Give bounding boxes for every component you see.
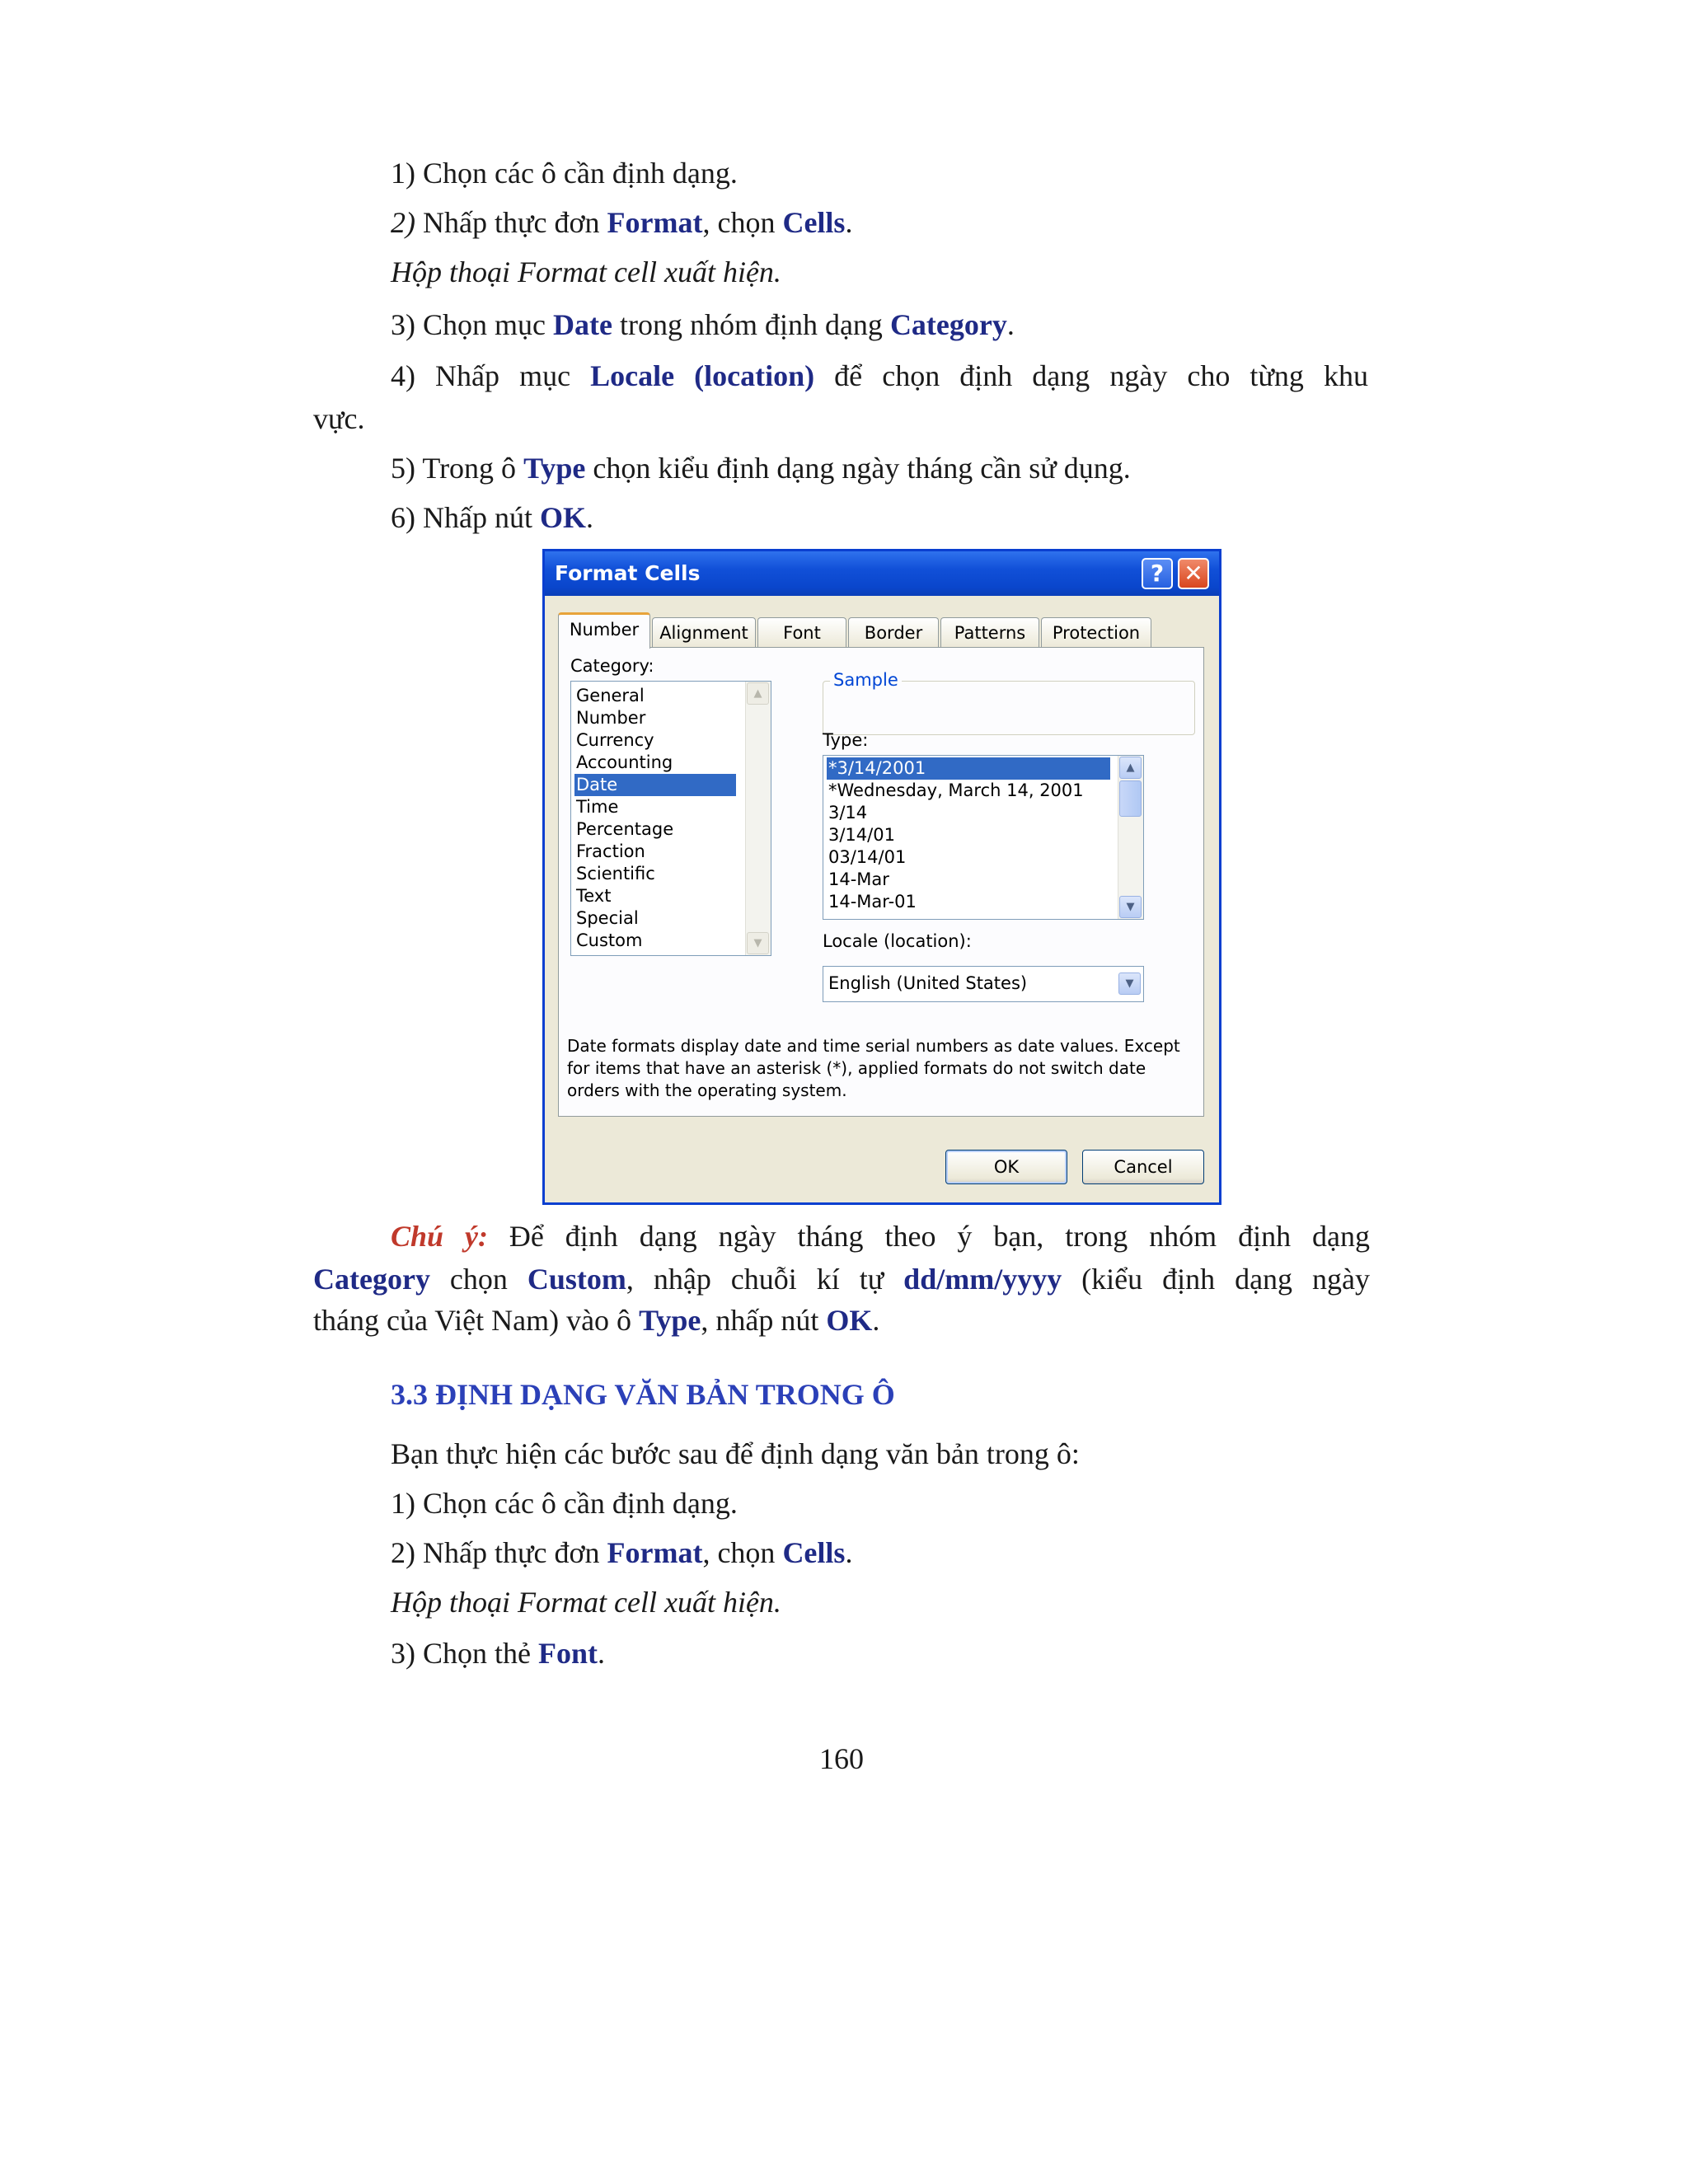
number-tab-panel <box>558 647 1204 1117</box>
category-item[interactable]: Special <box>576 908 639 928</box>
dialog-title: Format Cells <box>555 561 701 585</box>
step-3-b: 3) Chọn thẻ Font. <box>391 1637 605 1670</box>
locale-label: Locale (location): <box>823 931 972 951</box>
category-item[interactable]: Text <box>576 886 612 906</box>
category-item[interactable]: Percentage <box>576 819 674 839</box>
category-item[interactable]: Accounting <box>576 752 673 772</box>
locale-dropdown[interactable] <box>823 966 1144 1002</box>
category-label: Category: <box>570 656 654 676</box>
step-1: 1) Chọn các ô cần định dạng. <box>391 157 738 190</box>
type-item[interactable]: *Wednesday, March 14, 2001 <box>828 780 1084 800</box>
type-label: Type: <box>823 730 869 750</box>
dialog-note: Hộp thoại Format cell xuất hiện. <box>391 255 781 288</box>
close-icon[interactable]: ✕ <box>1178 558 1209 589</box>
category-item[interactable]: General <box>576 686 645 705</box>
type-item[interactable]: 03/14/01 <box>828 847 907 867</box>
type-item-selected[interactable]: *3/14/2001 <box>827 757 1110 780</box>
tab-number[interactable]: Number <box>558 612 650 649</box>
category-item[interactable]: Number <box>576 708 646 728</box>
section-heading: 3.3 ĐỊNH DẠNG VĂN BẢN TRONG Ô <box>391 1378 895 1411</box>
tab-alignment[interactable]: Alignment <box>652 617 756 647</box>
dialog-titlebar[interactable] <box>545 551 1219 596</box>
format-cells-dialog <box>542 549 1221 1205</box>
caution-line-3: tháng của Việt Nam) vào ô Type, nhấp nút OK. <box>313 1304 880 1337</box>
scroll-down-icon[interactable]: ▼ <box>747 932 769 954</box>
help-icon[interactable]: ? <box>1142 558 1173 589</box>
category-item[interactable]: Custom <box>576 930 643 950</box>
tab-font[interactable]: Font <box>757 617 846 647</box>
format-description: Date formats display date and time serial numbers as date values. Except for items that have an asterisk (*), applied formats do not switch date orders with the operating system. <box>567 1036 1180 1100</box>
step-4: 4) Nhấp mục Locale (location) để chọn định dạng ngày cho từng khu <box>391 359 1368 392</box>
ok-button[interactable]: OK <box>945 1150 1067 1184</box>
category-list[interactable] <box>570 681 771 956</box>
sample-label: Sample <box>830 670 902 690</box>
locale-value: English (United States) <box>828 973 1028 993</box>
step-4-continued: vực. <box>313 402 365 435</box>
category-item-selected[interactable]: Date <box>574 774 736 796</box>
cancel-button[interactable]: Cancel <box>1082 1150 1204 1184</box>
tab-border[interactable]: Border <box>848 617 939 647</box>
page-number: 160 <box>819 1742 864 1775</box>
category-item[interactable]: Scientific <box>576 864 655 883</box>
scroll-up-icon[interactable]: ▲ <box>747 682 769 705</box>
type-scrollbar[interactable] <box>1118 756 1143 919</box>
type-item[interactable]: 3/14/01 <box>828 825 895 845</box>
scroll-up-icon[interactable]: ▲ <box>1119 757 1142 779</box>
scroll-thumb[interactable] <box>1119 780 1142 817</box>
step-2-b: 2) Nhấp thực đơn Format, chọn Cells. <box>391 1536 853 1569</box>
caution-line-2: Category chọn Custom, nhập chuỗi kí tự dd/mm/yyyy (kiểu định dạng ngày <box>313 1263 1370 1296</box>
category-item[interactable]: Currency <box>576 730 654 750</box>
intro-text: Bạn thực hiện các bước sau để định dạng văn bản trong ô: <box>391 1437 1080 1470</box>
step-6: 6) Nhấp nút OK. <box>391 501 593 534</box>
step-1-b: 1) Chọn các ô cần định dạng. <box>391 1487 738 1520</box>
step-2: 2) Nhấp thực đơn Format, chọn Cells. <box>391 206 853 239</box>
type-list[interactable] <box>823 755 1144 920</box>
dialog-note-b: Hộp thoại Format cell xuất hiện. <box>391 1586 781 1619</box>
caution-line-1: Chú ý: Để định dạng ngày tháng theo ý bạn, trong nhóm định dạng <box>391 1220 1370 1253</box>
type-item[interactable]: 14-Mar <box>828 869 889 889</box>
sample-group <box>823 670 1195 735</box>
step-3: 3) Chọn mục Date trong nhóm định dạng Category. <box>391 308 1015 341</box>
caution-label: Chú ý: <box>391 1220 488 1253</box>
tab-protection[interactable]: Protection <box>1041 617 1151 647</box>
category-scrollbar[interactable] <box>745 682 771 955</box>
chevron-down-icon[interactable]: ▼ <box>1118 972 1141 995</box>
category-item[interactable]: Time <box>576 797 619 817</box>
scroll-down-icon[interactable]: ▼ <box>1119 896 1142 918</box>
category-item[interactable]: Fraction <box>576 841 645 861</box>
type-item[interactable]: 3/14 <box>828 803 868 823</box>
step-5: 5) Trong ô Type chọn kiểu định dạng ngày tháng cần sử dụng. <box>391 452 1131 485</box>
tab-patterns[interactable]: Patterns <box>940 617 1039 647</box>
type-item[interactable]: 14-Mar-01 <box>828 892 917 912</box>
